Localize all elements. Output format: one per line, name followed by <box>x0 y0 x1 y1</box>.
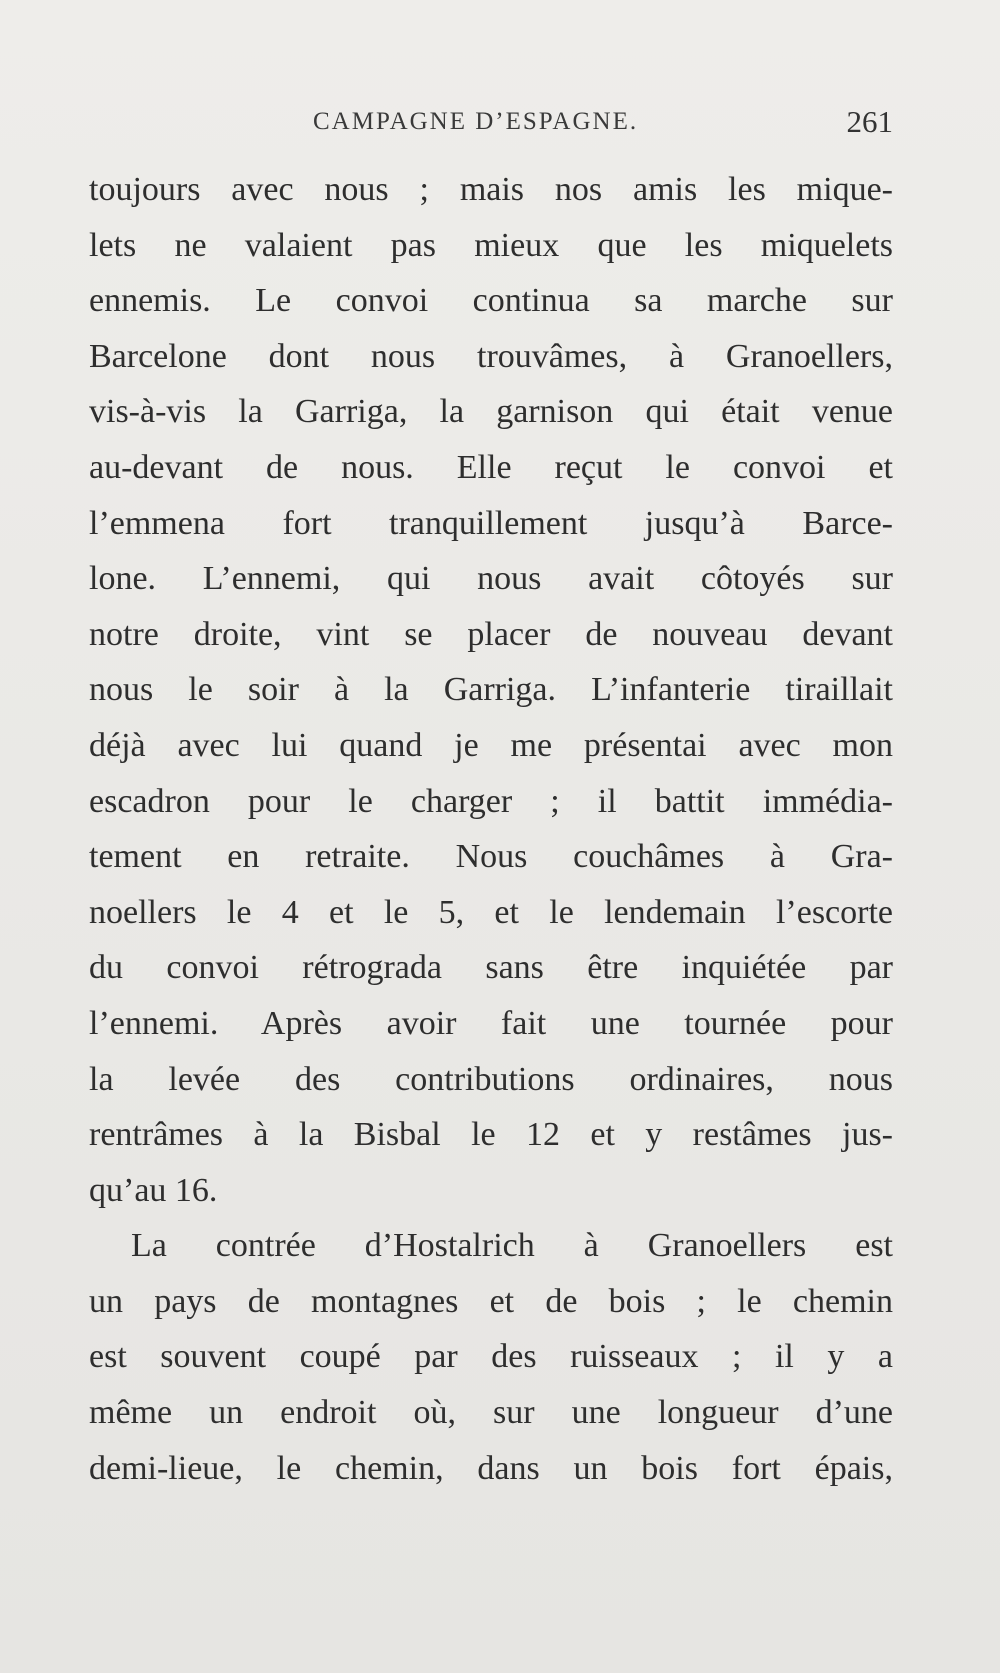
text-line: rentrâmes à la Bisbal le 12 et y restâmes jus- <box>89 1116 893 1154</box>
text-line: au-devant de nous. Elle reçut le convoi et <box>89 448 893 486</box>
text-line: lone. L’ennemi, qui nous avait côtoyés sur <box>89 560 893 598</box>
text-line: l’ennemi. Après avoir fait une tournée pour <box>89 1004 893 1042</box>
text-line: est souvent coupé par des ruisseaux ; il y a <box>89 1338 893 1376</box>
text-line: l’emmena fort tranquillement jusqu’à Barce- <box>89 504 893 542</box>
running-head: CAMPAGNE D’ESPAGNE. <box>313 108 639 135</box>
text-line: ennemis. Le convoi continua sa marche sur <box>89 282 893 320</box>
paragraph-2 <box>89 1218 893 1496</box>
text-line: Barcelone dont nous trouvâmes, à Granoellers, <box>89 337 893 375</box>
paragraph-1 <box>89 162 893 1218</box>
text-line: la levée des contributions ordinaires, nous <box>89 1060 893 1098</box>
text-line: escadron pour le charger ; il battit immédia- <box>89 782 893 820</box>
page-header <box>89 104 893 148</box>
text-line: nous le soir à la Garriga. L’infanterie tiraillait <box>89 671 893 709</box>
text-line: La contrée d’Hostalrich à Granoellers est <box>131 1227 893 1265</box>
text-line: du convoi rétrograda sans être inquiétée par <box>89 949 893 987</box>
text-line: un pays de montagnes et de bois ; le chemin <box>89 1282 893 1320</box>
body-text <box>89 162 893 1496</box>
text-line: notre droite, vint se placer de nouveau devant <box>89 615 893 653</box>
text-line: tement en retraite. Nous couchâmes à Gra- <box>89 838 893 876</box>
text-line: demi-lieue, le chemin, dans un bois fort épais, <box>89 1449 893 1487</box>
text-line: vis-à-vis la Garriga, la garnison qui était venue <box>89 393 893 431</box>
page-number: 261 <box>846 104 893 139</box>
text-line: même un endroit où, sur une longueur d’une <box>89 1394 893 1432</box>
text-line: noellers le 4 et le 5, et le lendemain l’escorte <box>89 893 893 931</box>
text-line: lets ne valaient pas mieux que les miquelets <box>89 226 893 264</box>
text-line: toujours avec nous ; mais nos amis les mique- <box>89 171 893 208</box>
text-line: déjà avec lui quand je me présentai avec mon <box>89 726 893 764</box>
text-line: qu’au 16. <box>89 1171 218 1209</box>
